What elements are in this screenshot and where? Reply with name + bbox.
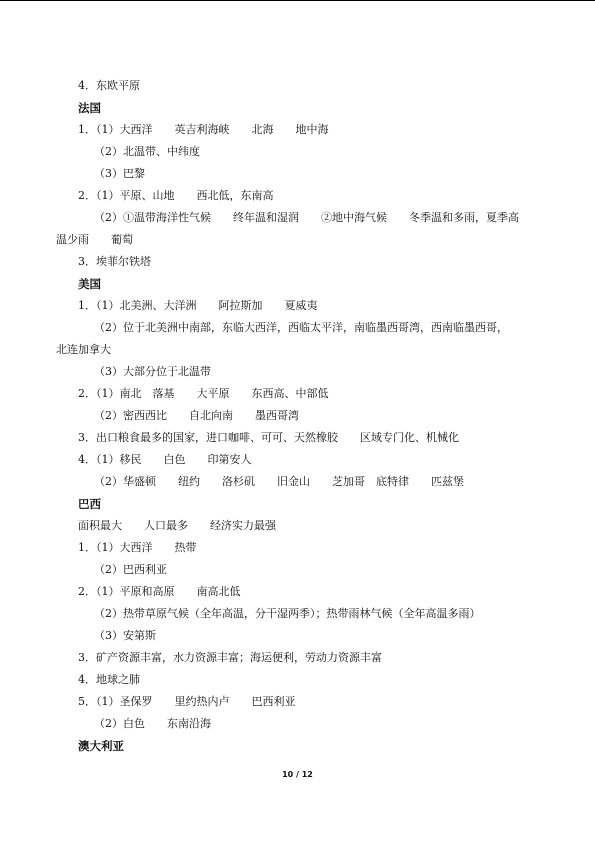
text-line: （2）华盛顿 纽约 洛杉矶 旧金山 芝加哥 底特律 匹兹堡 xyxy=(94,475,464,488)
text-line: （2）巴西利亚 xyxy=(94,563,167,576)
section-heading-australia: 澳大利亚 xyxy=(78,739,124,753)
text-line: 面积最大 人口最多 经济实力最强 xyxy=(78,519,276,532)
text-line: （3）大部分位于北温带 xyxy=(94,365,211,378)
text-line: （3）巴黎 xyxy=(94,167,145,180)
section-heading-usa: 美国 xyxy=(78,277,101,291)
text-line: （2）①温带海洋性气候 终年温和湿润 ②地中海气候 冬季温和多雨，夏季高 xyxy=(94,211,519,224)
text-line: 3．埃菲尔铁塔 xyxy=(78,255,151,268)
section-heading-france: 法国 xyxy=(78,101,101,115)
text-line: （2）北温带、中纬度 xyxy=(94,145,200,158)
text-line: （2）密西西比 自北向南 墨西哥湾 xyxy=(94,409,299,422)
text-line: （2）热带草原气候（全年高温，分干湿两季）；热带雨林气候（全年高温多雨） xyxy=(94,607,481,620)
text-line: （2）白色 东南沿海 xyxy=(94,717,211,730)
text-line: 1．（1）大西洋 英吉利海峡 北海 地中海 xyxy=(78,123,329,136)
text-line: 1．（1）大西洋 热带 xyxy=(78,541,197,554)
text-line: 3．矿产资源丰富，水力资源丰富；海运便利，劳动力资源丰富 xyxy=(78,651,382,664)
text-line: 4．地球之肺 xyxy=(78,673,140,686)
text-line: （2）位于北美洲中南部，东临大西洋，西临太平洋，南临墨西哥湾，西南临墨西哥， xyxy=(94,321,508,334)
text-line: 1．（1）北美洲、大洋洲 阿拉斯加 夏威夷 xyxy=(78,299,318,312)
text-line: 5．（1）圣保罗 里约热内卢 巴西利亚 xyxy=(78,695,296,708)
page-number: 10 / 12 xyxy=(282,770,313,779)
page-top-border xyxy=(0,0,595,1)
text-line: 2．（1）平原、山地 西北低，东南高 xyxy=(78,189,274,202)
text-line: 2．（1）平原和高原 南高北低 xyxy=(78,585,241,598)
text-line: 4．（1）移民 白色 印第安人 xyxy=(78,453,252,466)
text-line: 3．出口粮食最多的国家，进口咖啡、可可、天然橡胶 区域专门化、机械化 xyxy=(78,431,459,444)
text-line: 4．东欧平原 xyxy=(78,79,140,92)
text-line: 温少雨 葡萄 xyxy=(56,233,133,246)
text-line: 2．（1）南北 落基 大平原 东西高、中部低 xyxy=(78,387,329,400)
section-heading-brazil: 巴西 xyxy=(78,497,101,511)
text-line: 北连加拿大 xyxy=(56,343,111,356)
text-line: （3）安第斯 xyxy=(94,629,156,642)
